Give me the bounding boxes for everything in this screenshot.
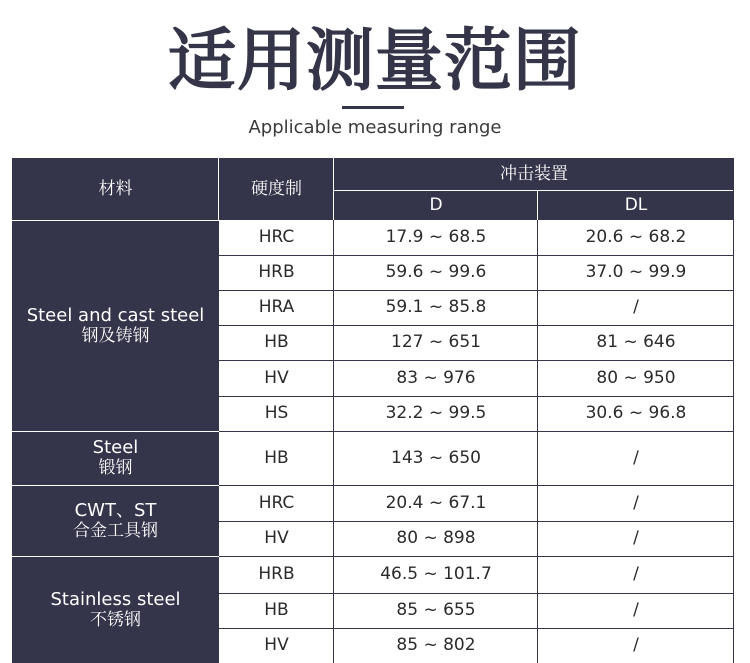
material-name-cn: 合金工具钢: [73, 520, 158, 541]
cell-dl: /: [633, 635, 639, 655]
table-row-dl: [538, 290, 734, 325]
row-divider: [219, 290, 734, 291]
table-row-scale: [219, 431, 334, 485]
cell-d: 59.1 ~ 85.8: [385, 297, 487, 317]
header-divider: [537, 190, 538, 220]
row-divider: [219, 593, 734, 594]
material-name-en: Stainless steel: [50, 588, 181, 610]
material-name-cn: 钢及铸钢: [81, 325, 150, 346]
page-title: 适用测量范围: [167, 22, 582, 101]
cell-scale: HV: [264, 367, 289, 388]
column-divider: [537, 220, 538, 663]
table-row-scale: [219, 325, 334, 360]
table-row-d: [334, 556, 538, 593]
header-divider: [218, 158, 219, 220]
header-hardness-scale: [219, 158, 334, 220]
table-row-dl: [538, 521, 734, 556]
material-name-cn: 锻钢: [98, 458, 133, 478]
cell-scale: HRA: [258, 297, 295, 317]
table-row-dl: [538, 628, 734, 663]
table-row-d: [334, 325, 538, 360]
group-divider: [12, 556, 219, 557]
group-divider: [12, 485, 219, 486]
header-divider: [333, 158, 334, 220]
cell-scale: HB: [264, 600, 289, 620]
table-row-d: [334, 628, 538, 663]
header-impact-device: [334, 158, 734, 190]
row-divider: [219, 628, 734, 629]
table-row-scale: [219, 290, 334, 325]
cell-scale: HB: [264, 332, 289, 352]
row-divider: [219, 255, 734, 256]
cell-d: 80 ~ 898: [396, 528, 476, 548]
cell-scale: HB: [264, 447, 289, 468]
table-row-d: [334, 485, 538, 521]
header-device-d: [334, 190, 538, 220]
cell-dl: 37.0 ~ 99.9: [585, 262, 687, 282]
table-row-scale: [219, 593, 334, 628]
column-divider: [333, 220, 334, 663]
table-row-dl: [538, 255, 734, 290]
cell-dl: /: [633, 492, 639, 513]
table-row-scale: [219, 396, 334, 431]
table-row-dl: [538, 360, 734, 396]
cell-d: 85 ~ 802: [396, 635, 476, 655]
table-row-dl: [538, 485, 734, 521]
table-row-d: [334, 521, 538, 556]
table-row-dl: [538, 556, 734, 593]
table-row-d: [334, 255, 538, 290]
table-row-scale: [219, 220, 334, 255]
cell-dl: 30.6 ~ 96.8: [585, 403, 687, 423]
cell-dl: /: [633, 297, 639, 317]
row-divider: [219, 396, 734, 397]
cell-scale: HV: [264, 635, 289, 655]
row-divider: [219, 325, 734, 326]
material-name-cn: 不锈钢: [90, 609, 141, 630]
cell-d: 83 ~ 976: [396, 367, 476, 388]
table-row-scale: [219, 628, 334, 663]
cell-dl: 81 ~ 646: [596, 332, 676, 352]
cell-d: 20.4 ~ 67.1: [385, 492, 487, 513]
header-device-dl-label: DL: [624, 194, 648, 215]
cell-dl: 20.6 ~ 68.2: [585, 227, 687, 247]
cell-d: 143 ~ 650: [391, 447, 481, 468]
header-impact-device-label: 冲击装置: [500, 163, 568, 184]
table-row-dl: [538, 220, 734, 255]
table-row-scale: [219, 521, 334, 556]
table-row-d: [334, 290, 538, 325]
table-row-dl: [538, 396, 734, 431]
cell-d: 127 ~ 651: [391, 332, 481, 352]
page-subtitle: Applicable measuring range: [248, 117, 502, 138]
cell-scale: HV: [264, 528, 289, 548]
cell-scale: HRC: [258, 492, 295, 513]
header-device-d-label: D: [429, 194, 443, 215]
table-row-dl: [538, 593, 734, 628]
table-row-d: [334, 220, 538, 255]
table-row-dl: [538, 431, 734, 485]
material-group: [12, 556, 219, 663]
cell-scale: HRB: [258, 564, 295, 584]
table-border-right: [733, 158, 734, 663]
cell-dl: /: [633, 600, 639, 620]
material-name-en: Steel and cast steel: [26, 304, 205, 326]
material-name-en: CWT、ST: [74, 499, 157, 521]
table-row-d: [334, 431, 538, 485]
table-row-d: [334, 360, 538, 396]
header-material-label: 材料: [98, 178, 133, 199]
header-material: [12, 158, 219, 220]
cell-d: 17.9 ~ 68.5: [385, 227, 487, 247]
cell-scale: HS: [264, 403, 289, 423]
table-row-dl: [538, 325, 734, 360]
cell-scale: HRB: [258, 262, 295, 282]
row-divider: [219, 521, 734, 522]
row-divider: [219, 485, 734, 486]
table-row-scale: [219, 556, 334, 593]
cell-dl: /: [633, 528, 639, 548]
table-row-scale: [219, 485, 334, 521]
cell-d: 59.6 ~ 99.6: [385, 262, 487, 282]
material-name-en: Steel: [92, 437, 139, 458]
cell-dl: 80 ~ 950: [596, 367, 676, 388]
table-row-d: [334, 396, 538, 431]
cell-d: 32.2 ~ 99.5: [385, 403, 487, 423]
material-group: [12, 431, 219, 485]
header-divider: [334, 190, 734, 191]
material-group: [12, 220, 219, 431]
row-divider: [219, 431, 734, 432]
table-row-scale: [219, 360, 334, 396]
cell-dl: /: [633, 564, 639, 584]
cell-d: 85 ~ 655: [396, 600, 476, 620]
row-divider: [219, 556, 734, 557]
row-divider: [219, 360, 734, 361]
table-row-d: [334, 593, 538, 628]
table-row-scale: [219, 255, 334, 290]
cell-scale: HRC: [258, 227, 295, 247]
header-device-dl: [538, 190, 734, 220]
cell-dl: /: [633, 447, 639, 468]
group-divider: [12, 220, 219, 221]
cell-d: 46.5 ~ 101.7: [380, 564, 492, 584]
group-divider: [12, 431, 219, 432]
material-group: [12, 485, 219, 556]
header-hardness-scale-label: 硬度制: [251, 178, 302, 199]
